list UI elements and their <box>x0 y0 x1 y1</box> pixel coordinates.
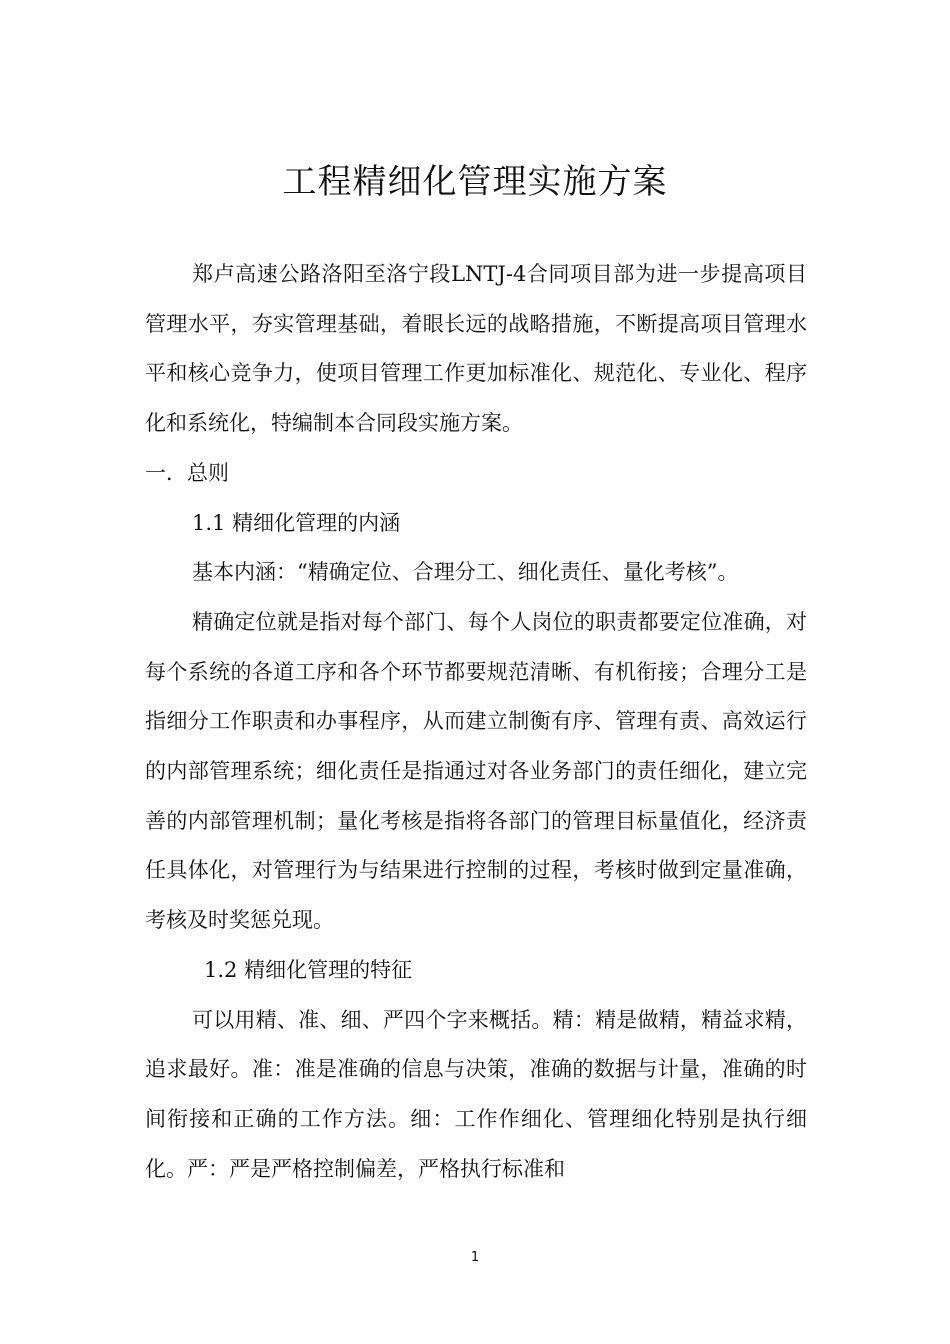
subsection-heading-1-1: 1.1 精细化管理的内涵 <box>192 510 401 535</box>
precise-positioning-paragraph: 精确定位就是指对每个部门、每个人岗位的职责都要定位准确，对每个系统的各道工序和各个环节都要规范清晰、有机衔接；合理分工是指细分工作职责和办事程序，从而建立制衡有序、管理有责、高效运行的内部管理系统；细化责任是指通过对各业务部门的责任细化，建立完善的内部管理机制；量化考核是指将各部门的管理目标量值化，经济责任具体化，对管理行为与结果进行控制的过程，考核时做到定量准确，考核及时奖惩兑现。 <box>145 609 807 933</box>
intro-paragraph: 郑卢高速公路洛阳至洛宁段LNTJ-4合同项目部为进一步提高项目管理水平，夯实管理基础，着眼长远的战略措施，不断提高项目管理水平和核心竞争力，使项目管理工作更加标准化、规范化、专业化、程序化和系统化，特编制本合同段实施方案。 <box>145 262 807 436</box>
characteristics-paragraph: 可以用精、准、细、严四个字来概括。精：精是做精，精益求精，追求最好。准：准是准确的信息与决策，准确的数据与计量，准确的时间衔接和正确的工作方法。细：工作作细化、管理细化特别是执行细化。严：严是严格控制偏差，严格执行标准和 <box>145 1007 807 1181</box>
section-heading-general: 一．总则 <box>145 460 229 485</box>
document-title: 工程精细化管理实施方案 <box>282 162 668 202</box>
basic-connotation-paragraph: 基本内涵：“精确定位、合理分工、细化责任、量化考核”。 <box>192 560 739 585</box>
page-number: 1 <box>470 1250 480 1265</box>
subsection-heading-1-2: 1.2 精细化管理的特征 <box>204 957 413 982</box>
document-body <box>145 250 807 1194</box>
